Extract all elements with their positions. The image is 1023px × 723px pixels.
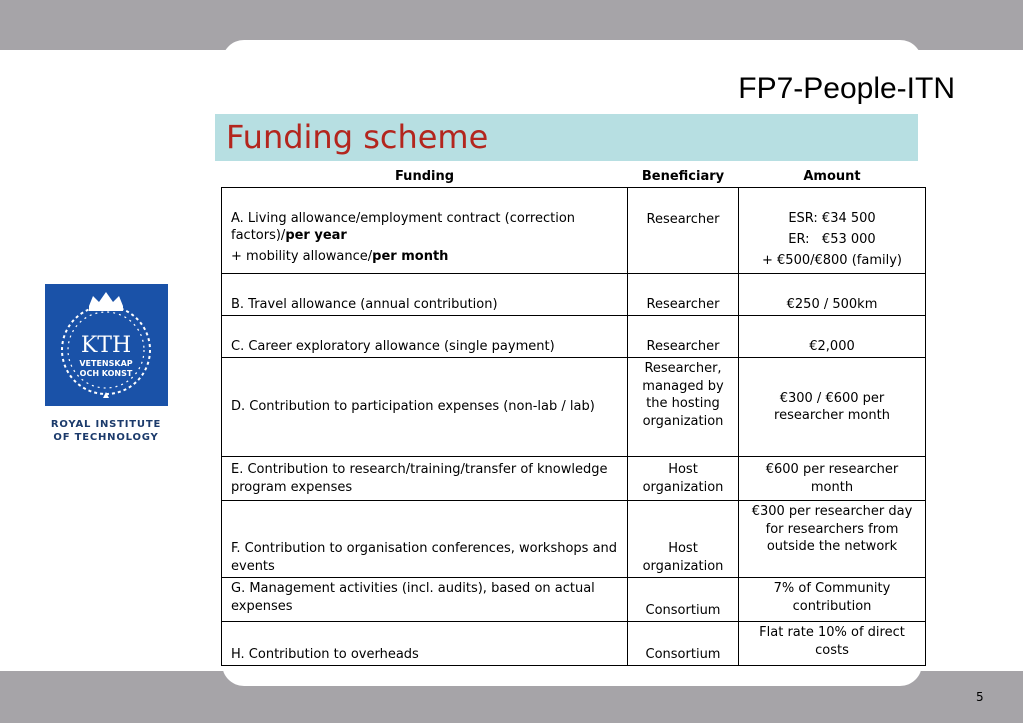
amount-cell: Flat rate 10% of direct costs	[739, 622, 926, 666]
beneficiary-cell	[628, 188, 739, 274]
table-row	[222, 622, 926, 666]
beneficiary-cell: Host organization	[628, 457, 739, 501]
table-row	[222, 188, 926, 274]
table-row	[222, 358, 926, 457]
amount-cell: €250 / 500km	[739, 274, 926, 316]
program-title: FP7-People-ITN	[738, 72, 955, 105]
table-header-row	[222, 166, 926, 188]
amount-line: ESR: €34 500	[788, 211, 876, 226]
col-header-beneficiary: Beneficiary	[628, 166, 739, 188]
amount-cell: 7% of Community contribution	[739, 578, 926, 622]
funding-cell: C. Career exploratory allowance (single payment)	[222, 316, 628, 358]
logo-mark: KTH	[80, 333, 132, 358]
amount-line: + €500/€800 (family)	[762, 253, 902, 268]
col-header-funding: Funding	[222, 166, 628, 188]
section-banner	[215, 114, 918, 161]
table-row	[222, 501, 926, 578]
funding-text: + mobility allowance/	[231, 248, 373, 264]
table-row	[222, 457, 926, 501]
funding-text-bold: per month	[372, 248, 449, 264]
beneficiary-cell: Researcher	[628, 316, 739, 358]
amount-cell: €600 per researcher month	[739, 457, 926, 501]
funding-cell: G. Management activities (incl. audits), based on actual expenses	[222, 578, 628, 622]
page-number: 5	[976, 690, 984, 704]
logo-motto-line1: VETENSKAP	[79, 359, 133, 368]
amount-cell: €300 per researcher day for researchers from outside the network	[739, 501, 926, 578]
beneficiary-text: Researcher	[646, 212, 720, 227]
logo-caption-line1: ROYAL INSTITUTE	[50, 419, 162, 430]
table-row	[222, 274, 926, 316]
beneficiary-cell: Host organization	[628, 501, 739, 578]
funding-cell	[222, 188, 628, 274]
beneficiary-cell: Consortium	[628, 622, 739, 666]
col-header-amount: Amount	[739, 166, 926, 188]
funding-table	[221, 166, 926, 666]
logo-caption-line2: OF TECHNOLOGY	[53, 432, 159, 443]
funding-cell: B. Travel allowance (annual contribution)	[222, 274, 628, 316]
beneficiary-cell: Researcher	[628, 274, 739, 316]
logo-caption	[36, 418, 176, 444]
funding-cell: H. Contribution to overheads	[222, 622, 628, 666]
table-row	[222, 316, 926, 358]
funding-cell: F. Contribution to organisation conferences, workshops and events	[222, 501, 628, 578]
amount-cell: €2,000	[739, 316, 926, 358]
kth-logo	[45, 284, 168, 406]
amount-cell: €300 / €600 per researcher month	[739, 358, 926, 457]
funding-text: A. Living allowance/employment contract (correction factors)/	[231, 210, 576, 244]
funding-cell: E. Contribution to research/training/transfer of knowledge program expenses	[222, 457, 628, 501]
table-row	[222, 578, 926, 622]
beneficiary-cell: Consortium	[628, 578, 739, 622]
logo-motto-line2: OCH KONST	[79, 369, 133, 378]
amount-line: ER: €53 000	[788, 232, 876, 247]
kth-seal-icon	[45, 284, 168, 406]
funding-text-bold: per year	[285, 228, 347, 244]
section-title: Funding scheme	[226, 118, 489, 156]
amount-cell	[739, 188, 926, 274]
beneficiary-cell: Researcher, managed by the hosting organization	[628, 358, 739, 457]
funding-cell: D. Contribution to participation expenses (non-lab / lab)	[222, 358, 628, 457]
